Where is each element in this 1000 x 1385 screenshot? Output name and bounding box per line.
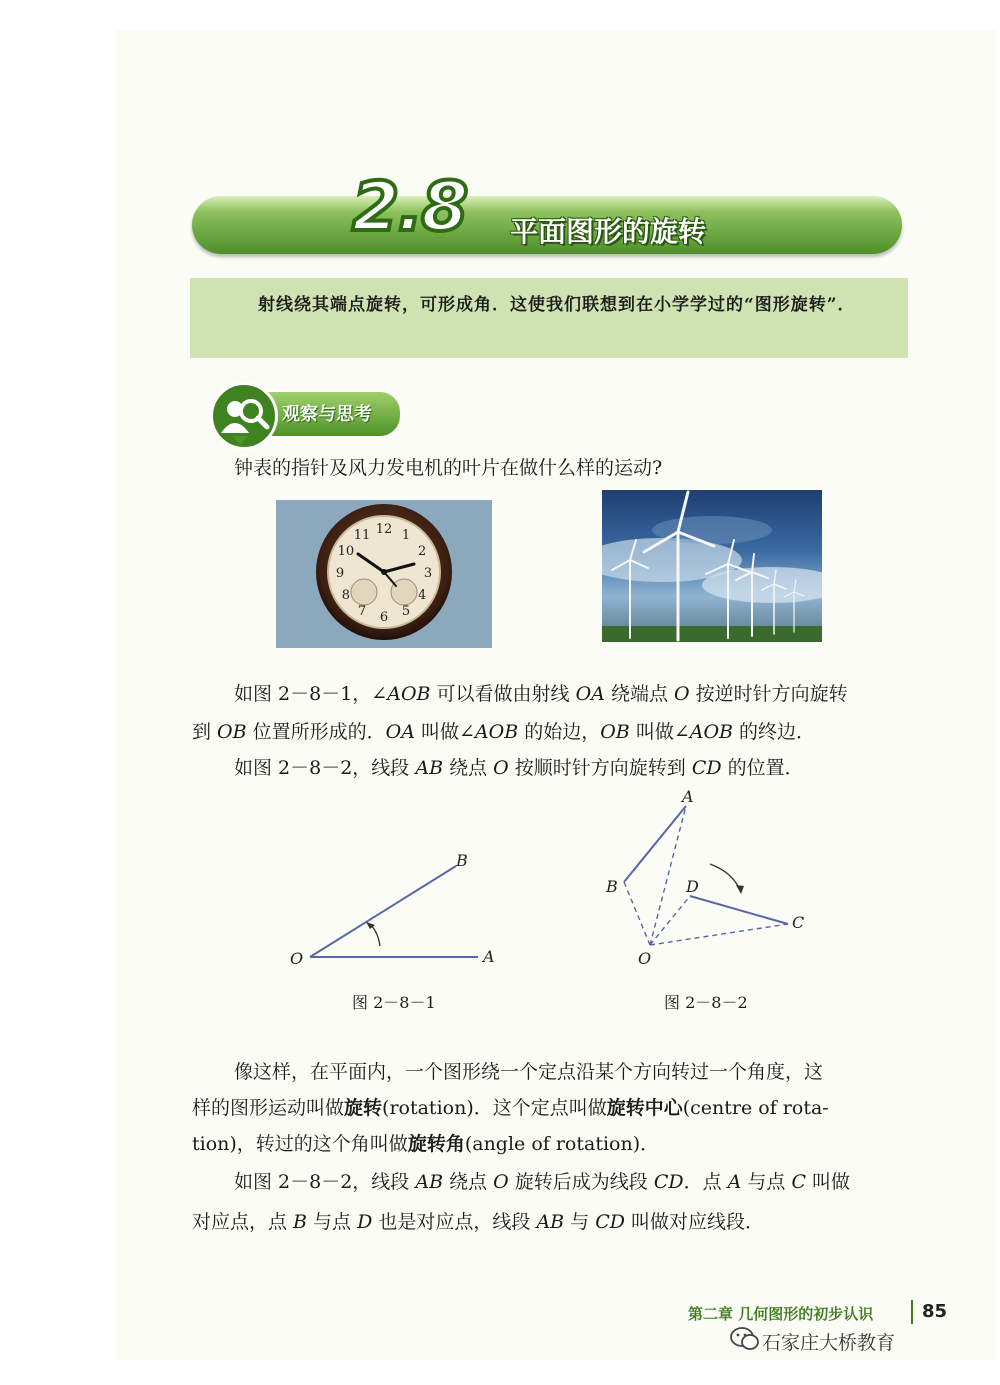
intro-text: 射线绕其端点旋转，可形成角．这使我们联想到在小学学过的“图形旋转”． [258, 295, 856, 315]
paragraph-4-line-1: 如图 2－8－2，线段 AB 绕点 O 旋转后成为线段 CD．点 A 与点 C 叫做 [234, 1171, 851, 1193]
clock-numeral: 9 [335, 566, 345, 581]
segment-DC [690, 896, 788, 924]
clock-numeral: 10 [337, 544, 355, 559]
clock-numeral: 8 [341, 588, 351, 603]
clock-numeral: 1 [401, 527, 411, 543]
label-B: B [606, 877, 618, 896]
paragraph-2: 如图 2－8－2，线段 AB 绕点 O 按顺时针方向旋转到 CD 的位置． [234, 757, 804, 779]
label-B: B [456, 851, 468, 870]
triangle-down-icon [232, 436, 248, 446]
caption-fig-2-8-2: 图 2－8－2 [664, 993, 748, 1012]
figure-2-8-2 [598, 784, 828, 974]
section-title: 平面图形的旋转 [510, 215, 707, 248]
label-A: A [682, 787, 694, 806]
clock-numeral: 3 [423, 566, 433, 581]
clock-photo [276, 500, 492, 648]
paragraph-3-line-3: tion)，转过的这个角叫做旋转角(angle of rotation)． [192, 1133, 660, 1155]
paragraph-4-line-2: 对应点，点 B 与点 D 也是对应点，线段 AB 与 CD 叫做对应线段． [192, 1211, 765, 1233]
term-rotation: 旋转 [344, 1097, 383, 1119]
wechat-icon [730, 1326, 760, 1352]
section-number: 2.8 [352, 168, 467, 247]
page-number: 85 [922, 1301, 948, 1322]
figure-2-8-1 [280, 840, 510, 980]
term-rotation-angle: 旋转角 [407, 1133, 465, 1155]
clock-numeral: 6 [379, 610, 389, 625]
ray-OB [310, 866, 456, 957]
clock-numeral: 2 [417, 544, 427, 559]
clock-numeral: 11 [353, 527, 371, 543]
dashed-OD [650, 896, 690, 945]
term-rotation-center: 旋转中心 [606, 1097, 683, 1119]
observe-label: 观察与思考 [282, 404, 372, 425]
paragraph-1-line-2: 到 OB 位置所形成的．OA 叫做∠AOB 的始边，OB 叫做∠AOB 的终边． [192, 721, 816, 743]
label-D: D [686, 877, 699, 896]
footer-divider [911, 1300, 913, 1324]
watermark-text: 石家庄大桥教育 [762, 1332, 896, 1354]
rotation-arrow [710, 864, 740, 890]
paragraph-3-line-2: 样的图形运动叫做旋转(rotation)．这个定点叫做旋转中心(centre of rota- [192, 1097, 829, 1119]
label-A: A [483, 947, 495, 966]
paragraph-3-line-1: 像这样，在平面内，一个图形绕一个定点沿某个方向转过一个角度，这 [234, 1061, 824, 1083]
question-text: 钟表的指针及风力发电机的叶片在做什么样的运动? [234, 457, 663, 479]
paragraph-1: 如图 2－8－1，∠AOB 可以看做由射线 OA 绕端点 O 按逆时针方向旋转 [234, 683, 848, 705]
wind-turbine-photo [602, 490, 822, 642]
clock-numeral: 4 [417, 588, 427, 603]
label-O: O [290, 949, 304, 968]
chapter-footer: 第二章 几何图形的初步认识 [688, 1305, 874, 1323]
segment-AB [624, 806, 686, 882]
label-O: O [638, 949, 652, 968]
clock-numeral: 5 [401, 604, 411, 620]
clock-numeral: 12 [375, 522, 393, 537]
dashed-OC [650, 924, 788, 945]
dashed-OB [624, 882, 650, 945]
label-C: C [792, 913, 805, 932]
clock-numeral: 7 [357, 604, 367, 620]
caption-fig-2-8-1: 图 2－8－1 [352, 993, 436, 1012]
